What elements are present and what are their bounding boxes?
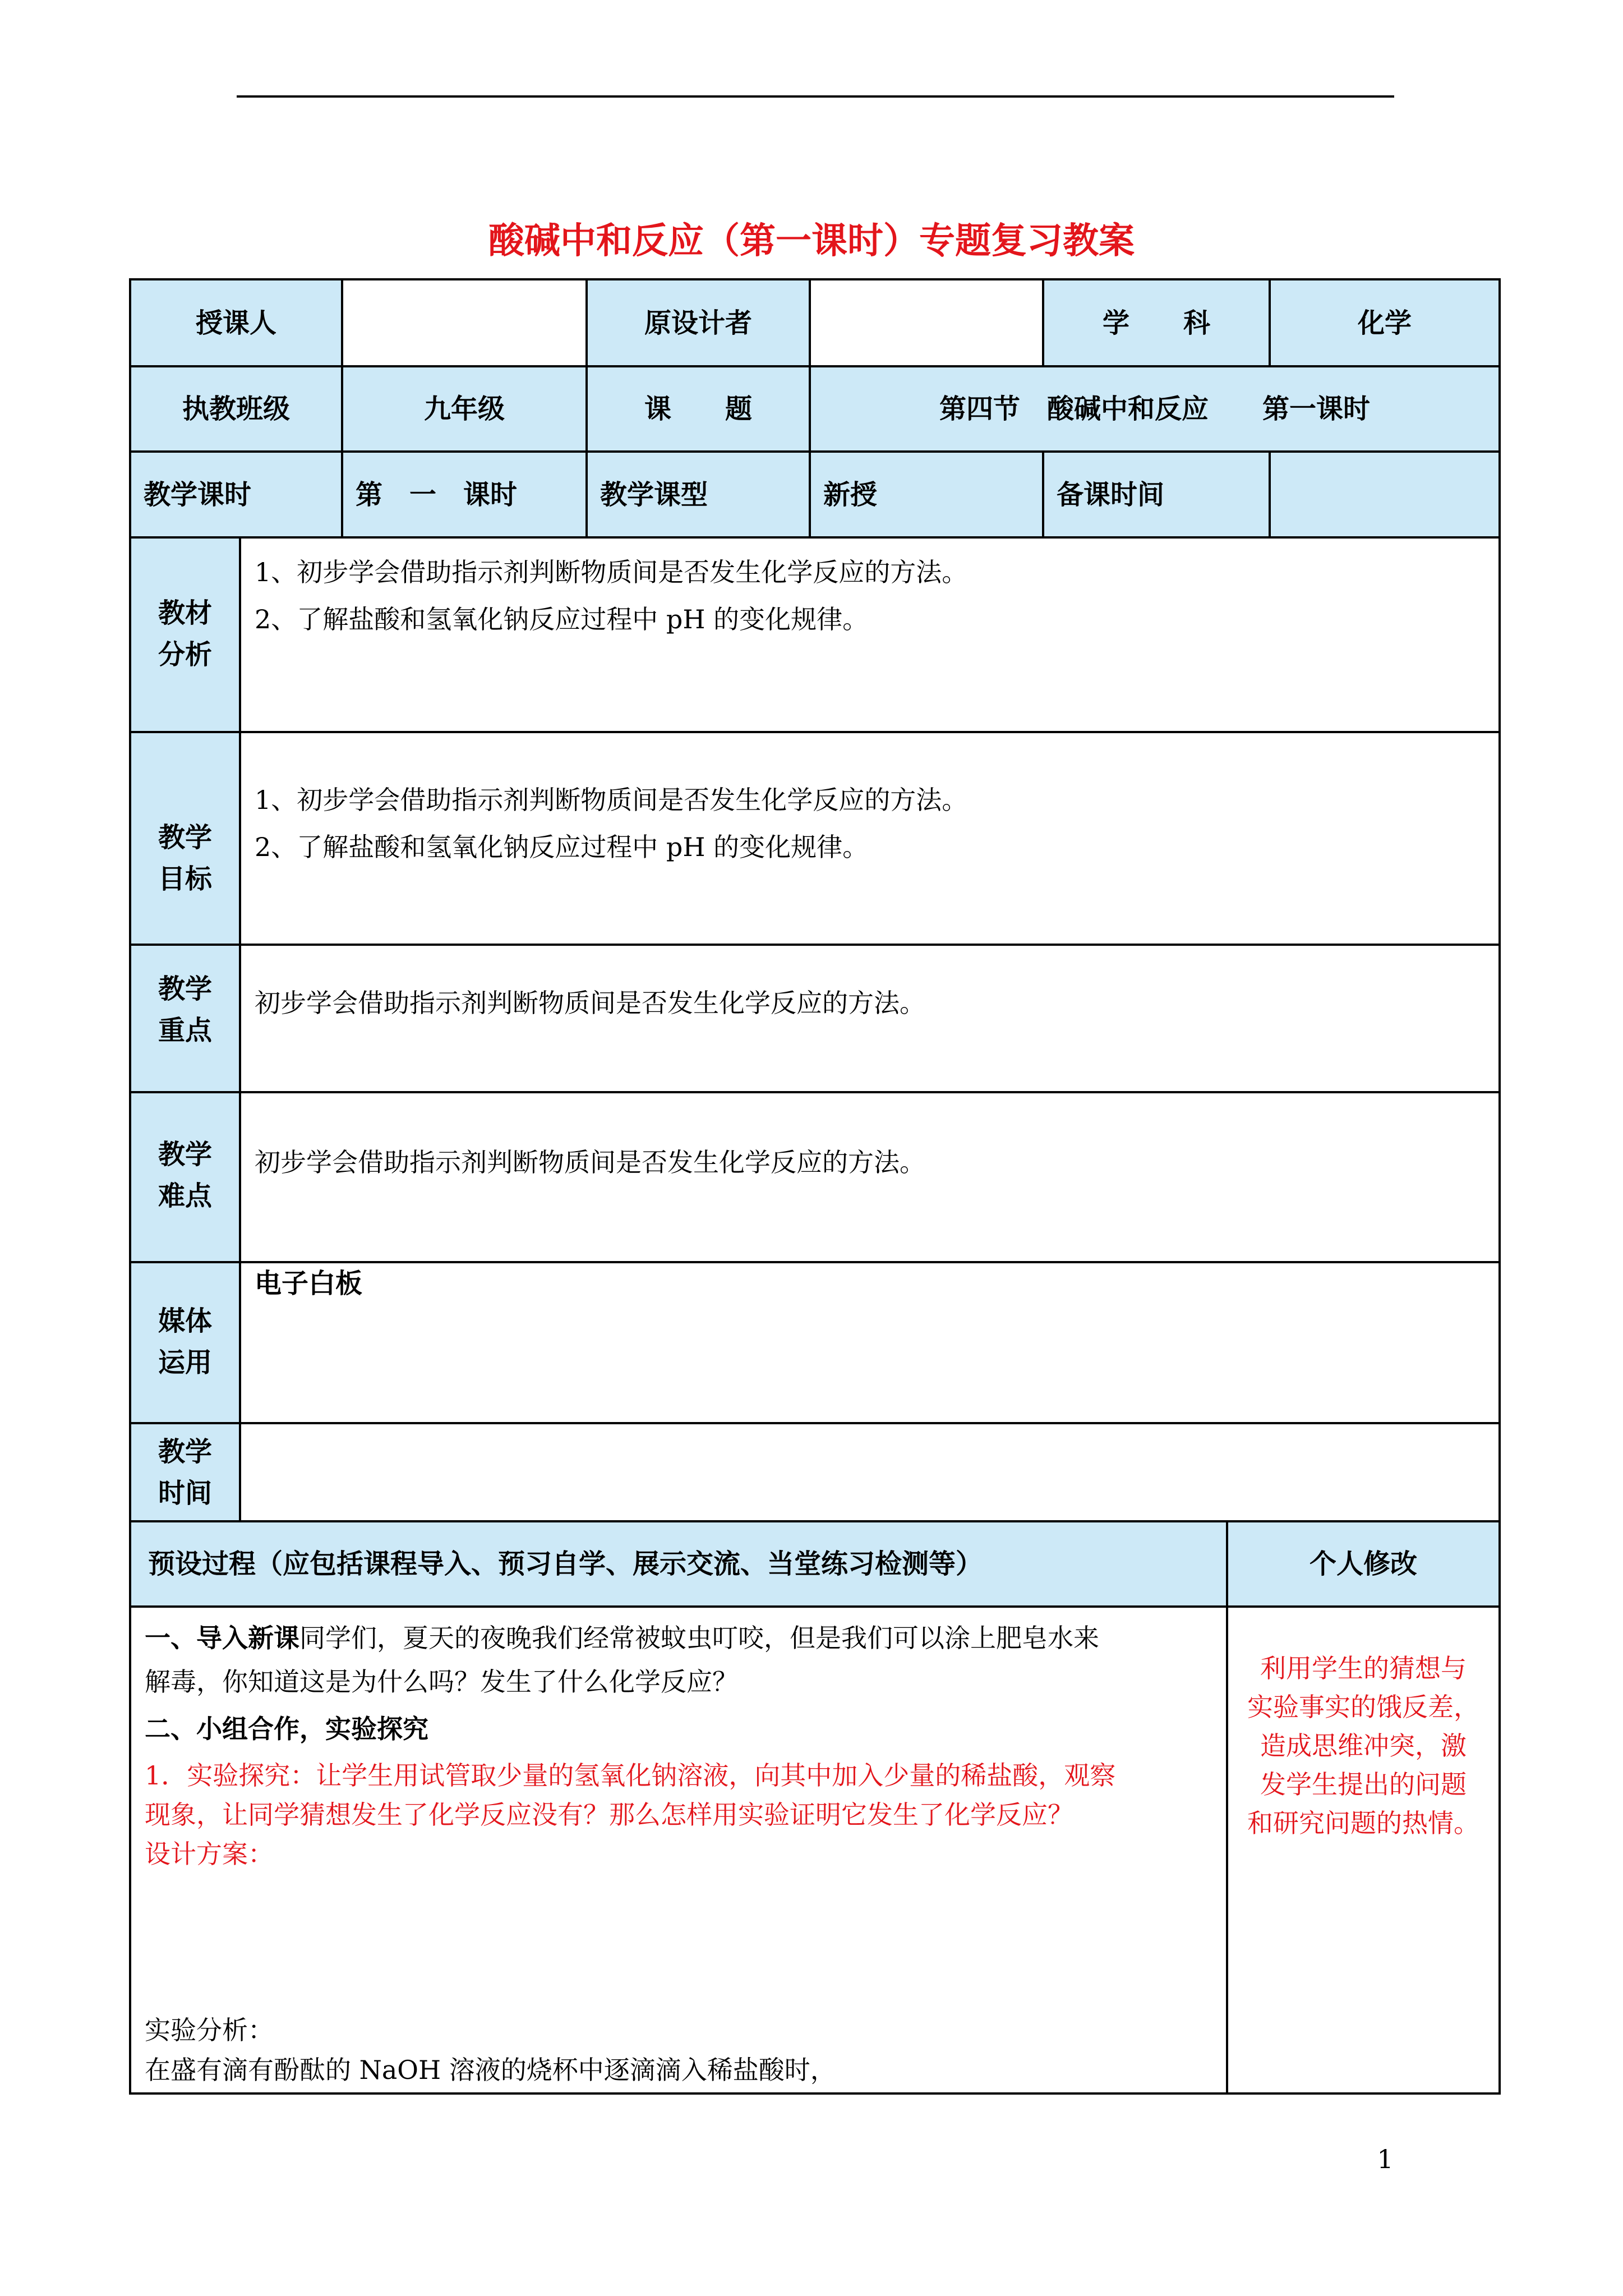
media-label-line1: 媒体	[158, 1305, 212, 1337]
personal-note-line3: 造成思维冲突，激	[1260, 1731, 1467, 1761]
goals-label	[131, 797, 239, 920]
row-line-4	[129, 731, 1501, 733]
subject-value: 化学	[1357, 307, 1412, 339]
period-label: 教学课时	[144, 478, 252, 510]
goals-label-line2: 目标	[158, 863, 212, 895]
period-value: 第 一 课时	[356, 478, 518, 510]
designer-label: 原设计者	[644, 307, 752, 339]
personal-note	[1232, 1649, 1495, 1843]
material-label-line1: 教材	[158, 597, 212, 629]
material-label	[131, 572, 239, 696]
class-value: 九年级	[423, 393, 505, 425]
goals-text-line1: 1、初步学会借助指示剂判断物质间是否发生化学反应的方法。	[255, 785, 968, 815]
topic-label: 课 题	[644, 393, 752, 425]
type-label: 教学课型	[600, 478, 708, 510]
key-text: 初步学会借助指示剂判断物质间是否发生化学反应的方法。	[255, 988, 925, 1018]
group-heading: 二、小组合作，实验探究	[145, 1714, 428, 1744]
teacher-value	[343, 280, 585, 365]
material-text-line2: 2、了解盐酸和氢氧化钠反应过程中 pH 的变化规律。	[255, 604, 869, 634]
process-header-right: 个人修改	[1309, 1548, 1417, 1580]
experiment-line3: 设计方案：	[145, 1839, 274, 1869]
difficulty-label-line2: 难点	[158, 1180, 212, 1212]
row-line-10	[129, 1605, 1501, 1608]
intro-text-2: 解毒，你知道这是为什么吗？发生了什么化学反应？	[145, 1667, 738, 1697]
personal-note-line4: 发学生提出的问题	[1260, 1769, 1467, 1800]
process-header-left: 预设过程（应包括课程导入、预习自学、展示交流、当堂练习检测等）	[148, 1548, 983, 1580]
document-title: 酸碱中和反应（第一课时）专题复习教案	[488, 220, 1135, 262]
type-value: 新授	[823, 478, 878, 510]
process-column-divider	[1226, 1520, 1228, 2095]
teacher-label: 授课人	[195, 307, 276, 339]
subject-label: 学 科	[1102, 307, 1210, 339]
time-label	[131, 1425, 239, 1520]
class-label: 执教班级	[182, 393, 290, 425]
header-rule	[237, 95, 1394, 98]
media-text: 电子白板	[255, 1268, 363, 1299]
personal-note-line2: 实验事实的饿反差，	[1247, 1692, 1479, 1722]
row-line-6	[129, 1091, 1501, 1093]
intro-text-1: 同学们，夏天的夜晚我们经常被蚊虫叮咬，但是我们可以涂上肥皂水来	[299, 1623, 1099, 1653]
row-line-8	[129, 1422, 1501, 1424]
prep-value	[1271, 453, 1498, 536]
media-label	[131, 1286, 239, 1398]
key-label	[131, 954, 239, 1066]
personal-note-line5: 和研究问题的热情。	[1247, 1808, 1479, 1838]
row-line-3	[129, 536, 1501, 539]
experiment-line2: 现象，让同学猜想发生了化学反应没有？那么怎样用实验证明它发生了化学反应？	[145, 1800, 1073, 1830]
time-label-line1: 教学	[158, 1436, 212, 1467]
analysis-text: 在盛有滴有酚酞的 NaOH 溶液的烧杯中逐滴滴入稀盐酸时，	[145, 2055, 836, 2085]
row-line-5	[129, 944, 1501, 946]
intro-heading: 一、导入新课	[145, 1623, 299, 1653]
experiment-line1: 1．实验探究：让学生用试管取少量的氢氧化钠溶液，向其中加入少量的稀盐酸，观察	[145, 1760, 1116, 1791]
key-label-line1: 教学	[158, 973, 212, 1005]
section-label-divider	[239, 536, 241, 1521]
topic-value: 第四节 酸碱中和反应 第一课时	[939, 393, 1370, 425]
difficulty-text: 初步学会借助指示剂判断物质间是否发生化学反应的方法。	[255, 1147, 925, 1177]
goals-label-line1: 教学	[158, 822, 212, 853]
intro-paragraph-line1	[145, 1614, 1221, 1662]
media-label-line2: 运用	[158, 1347, 212, 1378]
material-label-line2: 分析	[158, 639, 212, 670]
key-label-line2: 重点	[158, 1015, 212, 1046]
table-border-right	[1498, 278, 1501, 2095]
goals-text-line2: 2、了解盐酸和氢氧化钠反应过程中 pH 的变化规律。	[255, 832, 869, 862]
difficulty-label	[131, 1119, 239, 1231]
designer-value	[811, 280, 1042, 365]
difficulty-label-line1: 教学	[158, 1139, 212, 1170]
analysis-label: 实验分析：	[145, 2015, 274, 2045]
page-number: 1	[1377, 2144, 1394, 2174]
personal-note-line1: 利用学生的猜想与	[1260, 1653, 1467, 1683]
time-label-line2: 时间	[158, 1478, 212, 1509]
row-line-11	[129, 2092, 1501, 2095]
material-text-line1: 1、初步学会借助指示剂判断物质间是否发生化学反应的方法。	[255, 557, 968, 587]
prep-label: 备课时间	[1057, 478, 1165, 510]
